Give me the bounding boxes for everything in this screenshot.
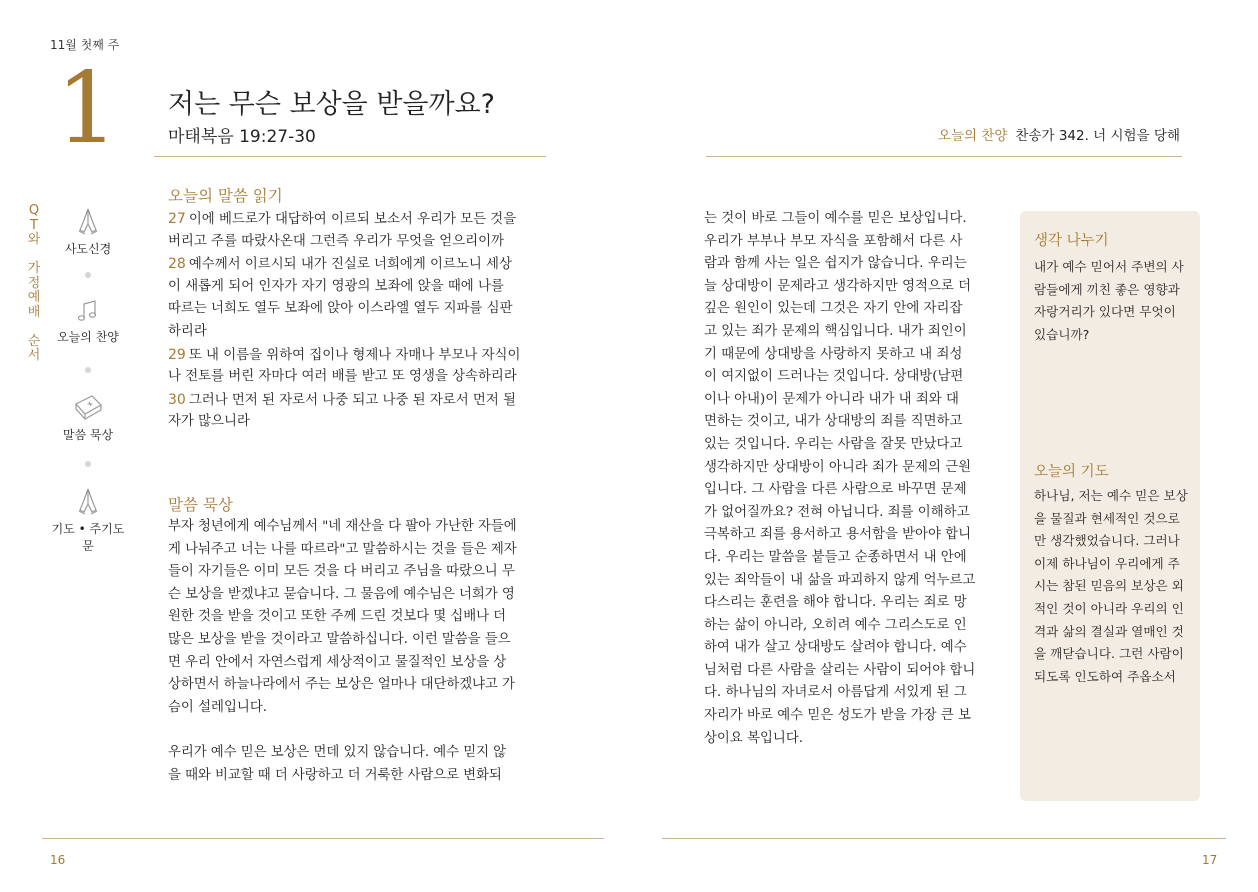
verse-line: [168, 208, 546, 231]
vertical-label-char: [26, 248, 42, 263]
meditation-line: 고 있는 죄가 문제의 핵심입니다. 내가 죄인이: [704, 323, 967, 339]
title-rule: [154, 156, 546, 157]
verse-text: 따르는 너희도 열두 보좌에 앉아 이스라엘 열두 지파를 심판: [168, 301, 513, 317]
sidebar-item-label: 오늘의 찬양: [57, 330, 119, 344]
meditation-line: 기 때문에 상대방을 사랑하지 못하고 내 죄성: [704, 346, 963, 362]
meditation-text-continued: [704, 208, 996, 750]
sharing-line: 내가 예수 믿어서 주변의 사: [1034, 259, 1184, 274]
bible-book-icon: [72, 392, 104, 422]
meditation-line: 이나 아내)이 문제가 아니라 내가 내 죄와 대: [704, 391, 959, 407]
prayer-line: 되도록 인도하여 주옵소서: [1034, 668, 1176, 684]
meditation-line: 우리가 예수 믿은 보상은 먼데 있지 않습니다. 예수 믿지 않: [168, 744, 507, 760]
meditation-line: 들이 자기들은 이미 모든 것을 다 버리고 주님을 따랐으니 무: [168, 564, 515, 580]
meditation-text: [168, 516, 548, 787]
meditation-line: 면 우리 안에서 자연스럽게 세상적이고 물질적인 보상을 상: [168, 654, 507, 670]
verse-line: [168, 411, 546, 434]
verse-text: 또 내 이름을 위하여 집이나 형제나 자매나 부모나 자식이: [188, 347, 521, 363]
meditation-line: 을 때와 비교할 때 더 사랑하고 더 거룩한 사람으로 변화되: [168, 767, 502, 783]
vertical-label-char: 정: [27, 275, 41, 291]
meditation-line: 게 나눠주고 너는 나를 따르라"고 말씀하시는 것을 들은 제자: [168, 541, 517, 557]
prayer-line: 을 물질과 현세적인 것으로: [1034, 510, 1180, 526]
verse-text: 예수께서 이르시되 내가 진실로 너희에게 이르노니 세상: [188, 257, 512, 273]
vertical-label-char: T: [30, 217, 38, 233]
meditation-line: 극복하고 죄를 용서하고 용서함을 받아야 합니: [704, 527, 972, 543]
meditation-line: 깊은 원인이 있는데 그것은 자기 안에 자리잡: [704, 301, 963, 317]
verse-line: [168, 231, 546, 254]
prayer-line: 을 깨닫습니다. 그런 사람이: [1034, 646, 1184, 662]
sidebar-item-label: 사도신경: [64, 242, 112, 256]
verse-text: 이 새롭게 되어 인자가 자기 영광의 보좌에 앉을 때에 나를: [168, 278, 504, 294]
meditation-line: 하여 내가 살고 상대방도 살려야 합니다. 예수: [704, 640, 967, 656]
meditation-line: 늘 상대방이 문제라고 생각하지만 영적으로 더: [704, 278, 972, 294]
vertical-label-char: 순: [27, 333, 41, 349]
scripture-reference: 마태복음 19:27-30: [168, 127, 316, 147]
meditation-line: 슴이 설레입니다.: [168, 699, 268, 715]
meditation-line: 하는 삶이 아니라, 오히려 예수 그리스도로 인: [704, 617, 967, 633]
vertical-label-char: 서: [27, 348, 41, 363]
verse-line: [168, 298, 546, 321]
left-page-number: 16: [50, 853, 66, 867]
vertical-label-char: 배: [27, 304, 41, 320]
verse-line: [168, 344, 546, 367]
prayer-line: 만 생각했었습니다. 그러나: [1034, 533, 1180, 549]
sidebar-item-label: 말씀 묵상: [62, 428, 114, 442]
sidebar-item-creed: [50, 206, 126, 257]
verse-line: [168, 366, 546, 389]
meditation-line: 우리가 부부나 부모 자식을 포함해서 다른 사: [704, 233, 963, 249]
meditation-line: 원한 것을 받을 것이고 또한 주께 드린 것보다 몇 십배나 더: [168, 609, 507, 625]
meditation-line: 다스리는 훈련을 해야 합니다. 우리는 죄로 망: [704, 595, 967, 611]
vertical-label-char: [26, 320, 42, 335]
sidebar-dot: [85, 367, 91, 373]
vertical-label-char: Q: [28, 203, 40, 218]
verse-text: 하리라: [168, 323, 207, 339]
sidebar-dot: [85, 461, 91, 467]
praying-hands-icon: [73, 206, 103, 236]
week-label: 11월 첫째 주: [50, 38, 120, 52]
verse-number: 30: [168, 391, 186, 408]
verse-number: 29: [168, 346, 186, 363]
meditation-line: 면하는 것이고, 내가 상대방의 죄를 직면하고: [704, 414, 963, 430]
meditation-line: 많은 보상을 받을 것이라고 말씀하십니다. 이런 말씀을 들으: [168, 631, 511, 647]
meditation-line: 다. 하나님의 자녀로서 아름답게 서있게 된 그: [704, 685, 967, 701]
prayer-line: 시는 참된 믿음의 보상은 외: [1034, 578, 1184, 594]
meditation-line: 자리가 바로 예수 믿은 성도가 받을 가장 큰 보: [704, 708, 971, 724]
right-footer-rule: [662, 838, 1226, 839]
vertical-label-char: 예: [27, 290, 41, 305]
verse-line: [168, 253, 546, 276]
left-footer-rule: [42, 838, 604, 839]
meditation-line: 슨 보상을 받겠냐고 묻습니다. 그 물음에 예수님은 너희가 영: [168, 586, 515, 602]
right-page-number: 17: [1202, 853, 1218, 867]
bible-passage: [168, 208, 546, 434]
page-title: 저는 무슨 보상을 받을까요?: [168, 89, 495, 120]
music-note-icon: [73, 298, 103, 324]
hymn-value: 찬송가 342. 너 시험을 당해: [1015, 128, 1180, 144]
verse-number: 28: [168, 256, 186, 273]
verse-line: [168, 276, 546, 299]
meditation-line: 입니다. 그 사람을 다른 사람으로 바꾸면 문제: [704, 482, 967, 498]
verse-text: 이에 베드로가 대답하여 이르되 보소서 우리가 모든 것을: [188, 212, 517, 227]
meditation-line: 상이요 복입니다.: [704, 730, 804, 746]
verse-number: 27: [168, 211, 186, 227]
meditation-line: 있는 죄악들이 내 삶을 파괴하지 않게 억누르고: [704, 572, 976, 588]
sidebar-item-meditation: [50, 392, 126, 443]
prayer-heading: 오늘의 기도: [1034, 464, 1109, 480]
verse-text: 자가 많으니라: [168, 414, 250, 430]
prayer-line: 격과 삶의 결실과 열매인 것: [1034, 623, 1184, 639]
sharing-heading: 생각 나누기: [1034, 233, 1109, 249]
sidebar-dot: [85, 272, 91, 278]
meditation-line: 있는 것입니다. 우리는 사람을 잘못 만났다고: [704, 436, 963, 452]
meditation-line: 생각하지만 상대방이 아니라 죄가 문제의 근원: [704, 459, 972, 475]
meditation-line: 람과 함께 사는 일은 쉽지가 않습니다. 우리는: [704, 256, 967, 272]
meditation-line: 다. 우리는 말씀을 붙들고 순종하면서 내 안에: [704, 549, 967, 565]
meditation-line: 이 여지없이 드러나는 것입니다. 상대방(남편: [704, 369, 964, 385]
sharing-line: 자랑거리가 있다면 무엇이: [1034, 304, 1176, 320]
meditation-line: 부자 청년에게 예수님께서 "네 재산을 다 팔아 가난한 자들에: [168, 519, 517, 534]
sidebar-item-hymn: [50, 298, 126, 345]
vertical-section-label: [26, 204, 42, 364]
hymn-label: 오늘의 찬양: [937, 128, 1008, 144]
meditation-heading: 말씀 묵상: [168, 496, 233, 514]
verse-text: 나 전토를 버린 자마다 여러 배를 받고 또 영생을 상속하리라: [168, 369, 517, 385]
sharing-line: 있습니까?: [1034, 326, 1090, 342]
sharing-text: [1034, 256, 1192, 346]
day-number: 1: [56, 52, 119, 166]
prayer-line: 이제 하나님이 우리에게 주: [1034, 555, 1180, 571]
meditation-line: 가 없어질까요? 전혀 아닙니다. 죄를 이해하고: [704, 504, 970, 520]
sharing-line: 람들에게 끼친 좋은 영향과: [1034, 281, 1180, 297]
sidebar-item-prayer: [50, 486, 126, 554]
meditation-line: 상하면서 하늘나라에서 주는 보상은 얼마나 대단하겠냐고 가: [168, 677, 515, 693]
praying-hands-icon: [73, 486, 103, 516]
reading-heading: 오늘의 말씀 읽기: [168, 187, 283, 205]
meditation-line: 님처럼 다른 사람을 살리는 사람이 되어야 합니: [704, 662, 976, 678]
prayer-line: 적인 것이 아니라 우리의 인: [1034, 600, 1184, 616]
prayer-text: [1034, 485, 1192, 688]
prayer-line: 하나님, 저는 예수 믿은 보상: [1034, 488, 1188, 503]
verse-text: 그러나 먼저 된 자로서 나중 되고 나중 된 자로서 먼저 될: [188, 392, 516, 408]
sidebar-item-label: 기도 • 주기도문: [51, 522, 125, 553]
right-title-rule: [706, 156, 1182, 157]
paragraph-gap: [168, 719, 548, 742]
meditation-line: 는 것이 바로 그들이 예수를 믿은 보상입니다.: [704, 211, 967, 226]
verse-text: 버리고 주를 따랐사온대 그런즉 우리가 무엇을 얻으리이까: [168, 233, 504, 249]
verse-line: [168, 389, 546, 412]
vertical-label-char: 가: [27, 261, 41, 276]
verse-line: [168, 321, 546, 344]
vertical-label-char: 와: [27, 232, 41, 247]
hymn-of-day: [938, 124, 1180, 144]
